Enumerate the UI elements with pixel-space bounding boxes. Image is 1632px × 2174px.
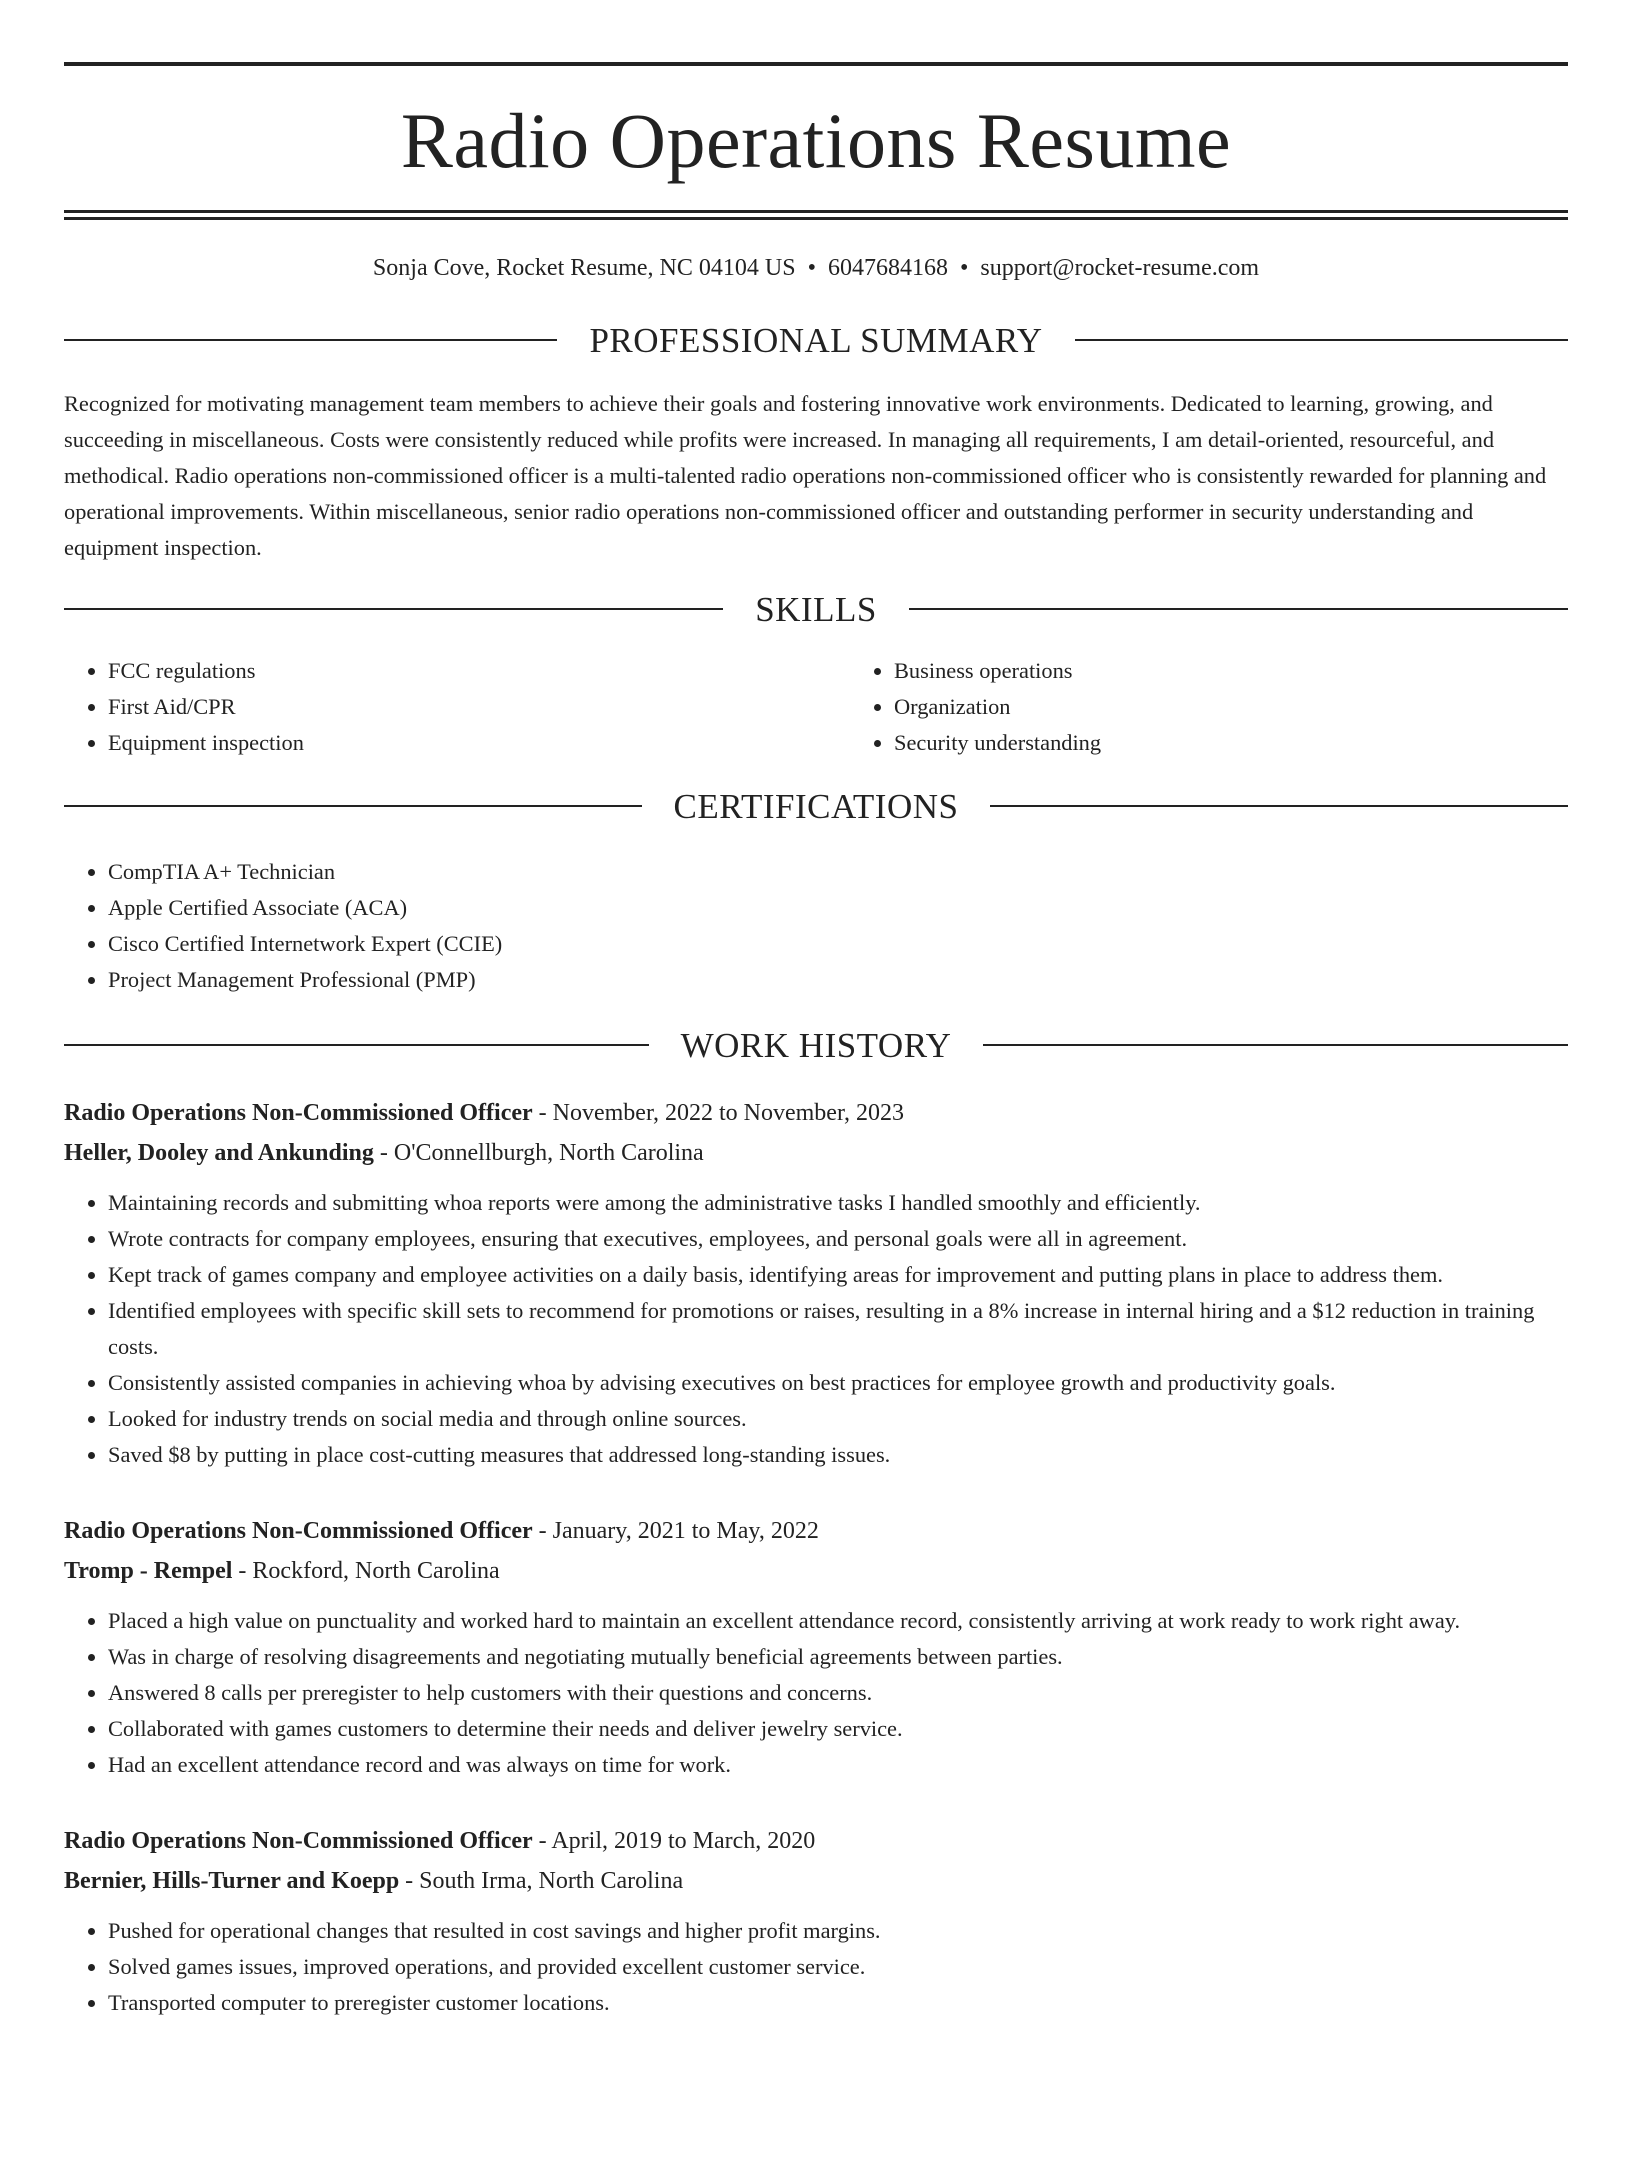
- job-bullets: [64, 1603, 1568, 1783]
- certifications-list: [64, 854, 1568, 998]
- certification-item: • Apple Certified Associate (ACA): [108, 890, 1568, 926]
- job-bullets: [64, 1185, 1568, 1473]
- job-title: Radio Operations Non-Commissioned Officer: [64, 1827, 533, 1854]
- work-history-section-header: [64, 1025, 1568, 1065]
- job-bullet: • Consistently assisted companies in achieving whoa by advising executives on best practices for employee growth and productivity goals.: [108, 1365, 1568, 1401]
- job-bullet: • Wrote contracts for company employees, ensuring that executives, employees, and personal goals were all in agreement.: [108, 1221, 1568, 1257]
- contact-phone: 6047684168: [827, 255, 948, 281]
- job-bullet: • Was in charge of resolving disagreements and negotiating mutually beneficial agreements between parties.: [108, 1639, 1568, 1675]
- skills-section-header: [64, 589, 1568, 629]
- job-company: Bernier, Hills-Turner and Koepp: [64, 1867, 400, 1894]
- summary-heading: PROFESSIONAL SUMMARY: [589, 320, 1043, 360]
- title-double-rule: [64, 210, 1568, 220]
- job-dates: - November, 2022 to November, 2023: [532, 1099, 904, 1126]
- work-history-heading: WORK HISTORY: [680, 1025, 952, 1065]
- job-bullet: • Transported computer to preregister customer locations.: [108, 1985, 1568, 2021]
- job-bullet: • Pushed for operational changes that resulted in cost savings and higher profit margins.: [108, 1913, 1568, 1949]
- contact-address: Sonja Cove, Rocket Resume, NC 04104 US: [372, 255, 796, 281]
- job-bullet: • Looked for industry trends on social media and through online sources.: [108, 1401, 1568, 1437]
- section-rule-right: [990, 805, 1568, 807]
- job-bullet: • Maintaining records and submitting whoa reports were among the administrative tasks I handled smoothly and efficiently.: [108, 1185, 1568, 1221]
- job-bullet: • Collaborated with games customers to determine their needs and deliver jewelry service.: [108, 1711, 1568, 1747]
- job-bullets: [64, 1913, 1568, 2021]
- job-company-line: [64, 1861, 1568, 1901]
- certification-item: • Cisco Certified Internetwork Expert (CCIE): [108, 926, 1568, 962]
- job-title: Radio Operations Non-Commissioned Officer: [64, 1099, 533, 1126]
- section-rule-left: [64, 339, 557, 341]
- job-bullet: • Placed a high value on punctuality and worked hard to maintain an excellent attendance record, consistently arriving at work ready to work right away.: [108, 1603, 1568, 1639]
- summary-section-header: [64, 320, 1568, 360]
- skill-item: • Equipment inspection: [108, 725, 850, 761]
- skill-item: • Business operations: [894, 653, 1101, 689]
- skill-item: • FCC regulations: [108, 653, 850, 689]
- skills-list: [64, 653, 1568, 761]
- summary-text: Recognized for motivating management team members to achieve their goals and fostering innovative work environments. Dedicated to learning, growing, and succeeding in miscellaneous. Costs were consistently reduced while profits were increased. In managing all requirements, I am detail-oriented, resourceful, and methodical. Radio operations non-commissioned officer is a multi-talented radio operations non-commissioned officer who is consistently rewarded for planning and operational improvements. Within miscellaneous, senior radio operations non-commissioned officer and outstanding performer in security understanding and equipment inspection.: [64, 390, 1547, 560]
- skills-heading: SKILLS: [755, 589, 877, 629]
- job-bullet: • Identified employees with specific skill sets to recommend for promotions or raises, resulting in a 8% increase in internal hiring and a $12 reduction in training costs.: [108, 1293, 1568, 1365]
- resume-page: [0, 62, 1632, 2174]
- job-company-line: [64, 1133, 1568, 1173]
- job-bullet: • Saved $8 by putting in place cost-cutting measures that addressed long-standing issues.: [108, 1437, 1568, 1473]
- skill-item: • Security understanding: [894, 725, 1101, 761]
- section-rule-right: [909, 608, 1568, 610]
- job-title: Radio Operations Non-Commissioned Officer: [64, 1517, 533, 1544]
- contact-email: support@rocket-resume.com: [980, 255, 1260, 281]
- skill-item: • Organization: [894, 689, 1101, 725]
- section-rule-right: [983, 1044, 1568, 1046]
- page-title: Radio Operations Resume: [400, 97, 1232, 184]
- job-title-line: [64, 1093, 1568, 1133]
- certification-item: • Project Management Professional (PMP): [108, 962, 1568, 998]
- contact-separator: •: [807, 255, 816, 281]
- job-company: Tromp - Rempel: [64, 1557, 233, 1584]
- section-rule-left: [64, 608, 723, 610]
- job-bullet: • Kept track of games company and employee activities on a daily basis, identifying areas for improvement and putting plans in place to address them.: [108, 1257, 1568, 1293]
- job-bullet: • Answered 8 calls per preregister to help customers with their questions and concerns.: [108, 1675, 1568, 1711]
- certifications-section-header: [64, 786, 1568, 826]
- contact-line: [64, 254, 1568, 283]
- certifications-heading: CERTIFICATIONS: [673, 786, 959, 826]
- top-rule: [64, 62, 1568, 66]
- job-bullet: • Solved games issues, improved operations, and provided excellent customer service.: [108, 1949, 1568, 1985]
- job-dates: - April, 2019 to March, 2020: [532, 1827, 816, 1854]
- job-company-line: [64, 1551, 1568, 1591]
- job-location: - South Irma, North Carolina: [399, 1867, 684, 1894]
- job-entry: [64, 1093, 1568, 1473]
- job-company: Heller, Dooley and Ankunding: [64, 1139, 374, 1166]
- certification-item: • CompTIA A+ Technician: [108, 854, 1568, 890]
- section-rule-right: [1075, 339, 1568, 341]
- section-rule-left: [64, 805, 642, 807]
- skills-column-left: [64, 653, 850, 761]
- skill-item: • First Aid/CPR: [108, 689, 850, 725]
- job-bullet: • Had an excellent attendance record and was always on time for work.: [108, 1747, 1568, 1783]
- job-entry: [64, 1821, 1568, 2021]
- job-title-line: [64, 1821, 1568, 1861]
- job-location: - Rockford, North Carolina: [232, 1557, 500, 1584]
- section-rule-left: [64, 1044, 649, 1046]
- skills-column-right: [850, 653, 1101, 761]
- job-title-line: [64, 1511, 1568, 1551]
- job-entry: [64, 1511, 1568, 1783]
- job-location: - O'Connellburgh, North Carolina: [373, 1139, 704, 1166]
- contact-separator: •: [959, 255, 969, 281]
- job-dates: - January, 2021 to May, 2022: [532, 1517, 819, 1544]
